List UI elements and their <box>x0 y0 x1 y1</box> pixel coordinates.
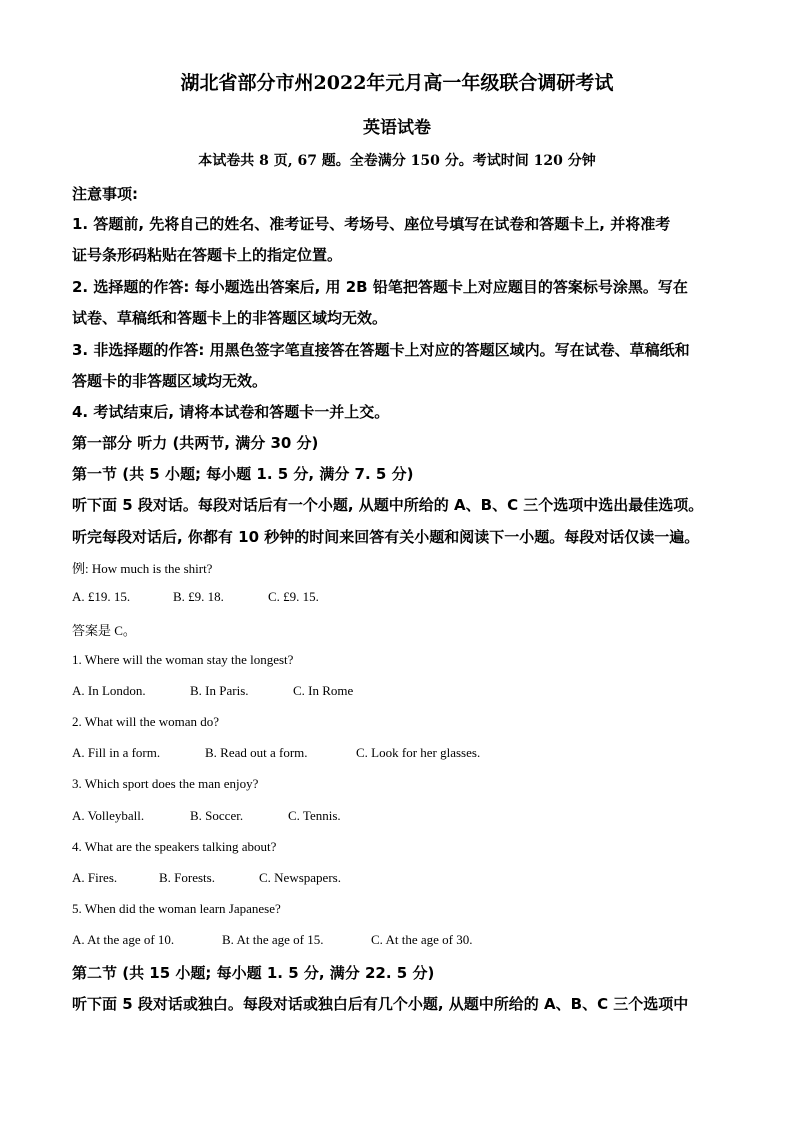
question-1-option-a: A. In London. <box>72 683 146 698</box>
exam-info: 本试卷共 8 页, 67 题。全卷满分 150 分。考试时间 120 分钟 <box>198 153 596 169</box>
question-4: 4. What are the speakers talking about? <box>72 839 277 854</box>
question-3-options <box>72 808 341 824</box>
question-3-option-b: B. Soccer. <box>190 808 244 823</box>
question-2-options <box>72 745 480 761</box>
section2-instructions: 听下面 5 段对话或独白。每段对话或独白后有几个小题, 从题中所给的 A、B、C 三个选项中 <box>72 995 689 1013</box>
note-4: 4. 考试结束后, 请将本试卷和答题卡一并上交。 <box>72 403 390 421</box>
question-2-option-c: C. Look for her glasses. <box>356 745 481 760</box>
question-4-option-b: B. Forests. <box>159 870 215 885</box>
exam-main-title: 湖北省部分市州2022年元月高一年级联合调研考试 <box>180 72 614 94</box>
example-option-a: A. £19. 15. <box>72 589 131 604</box>
section1-title: 第一节 (共 5 小题; 每小题 1. 5 分, 满分 7. 5 分) <box>72 465 414 483</box>
note-3-line-1: 3. 非选择题的作答: 用黑色签字笔直接答在答题卡上对应的答题区域内。写在试卷、草稿纸和 <box>72 341 690 359</box>
note-3-line-2: 答题卡的非答题区域均无效。 <box>72 372 268 390</box>
example-option-b: B. £9. 18. <box>173 589 224 604</box>
note-1-line-2: 证号条形码粘贴在答题卡上的指定位置。 <box>72 246 343 264</box>
question-2-option-a: A. Fill in a form. <box>72 745 161 760</box>
question-1-options <box>72 683 353 699</box>
section2-title: 第二节 (共 15 小题; 每小题 1. 5 分, 满分 22. 5 分) <box>72 964 435 982</box>
question-2: 2. What will the woman do? <box>72 714 220 729</box>
example-option-c: C. £9. 15. <box>268 589 319 604</box>
question-5-option-c: C. At the age of 30. <box>371 932 473 947</box>
question-2-option-b: B. Read out a form. <box>205 745 308 760</box>
question-3-option-c: C. Tennis. <box>288 808 341 823</box>
question-3: 3. Which sport does the man enjoy? <box>72 776 259 791</box>
question-3-option-a: A. Volleyball. <box>72 808 145 823</box>
note-1-line-1: 1. 答题前, 先将自己的姓名、准考证号、考场号、座位号填写在试卷和答题卡上, 并将准考 <box>72 215 671 233</box>
question-5-option-b: B. At the age of 15. <box>222 932 324 947</box>
question-4-option-c: C. Newspapers. <box>259 870 341 885</box>
question-5-options <box>72 932 472 948</box>
section1-instructions-line-2: 听完每段对话后, 你都有 10 秒钟的时间来回答有关小题和阅读下一小题。每段对话仅读一遍。 <box>72 528 700 546</box>
question-4-options <box>72 870 341 886</box>
example-answer: 答案是 C。 <box>72 623 136 638</box>
question-4-option-a: A. Fires. <box>72 870 118 885</box>
example-question: 例: How much is the shirt? <box>72 561 213 576</box>
question-1: 1. Where will the woman stay the longest? <box>72 652 294 667</box>
note-2-line-1: 2. 选择题的作答: 每小题选出答案后, 用 2B 铅笔把答题卡上对应题目的答案标号涂黑。写在 <box>72 278 688 296</box>
question-5: 5. When did the woman learn Japanese? <box>72 901 281 916</box>
question-1-option-b: B. In Paris. <box>190 683 249 698</box>
question-5-option-a: A. At the age of 10. <box>72 932 175 947</box>
section1-instructions-line-1: 听下面 5 段对话。每段对话后有一个小题, 从题中所给的 A、B、C 三个选项中选出最佳选项。 <box>72 496 704 514</box>
question-1-option-c: C. In Rome <box>293 683 354 698</box>
subject-title: 英语试卷 <box>363 118 431 138</box>
note-2-line-2: 试卷、草稿纸和答题卡上的非答题区域均无效。 <box>72 309 388 327</box>
part1-title: 第一部分 听力 (共两节, 满分 30 分) <box>72 434 319 452</box>
notes-heading: 注意事项: <box>72 185 138 203</box>
example-options <box>72 589 319 605</box>
